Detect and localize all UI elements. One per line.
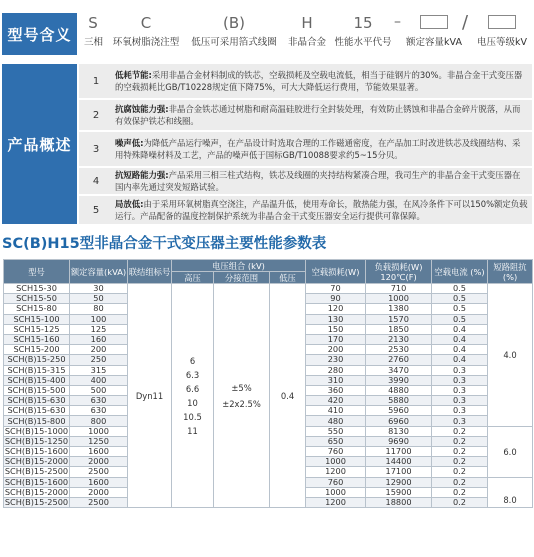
- overview-item-head: 抗短路能力强:: [115, 170, 169, 180]
- overview-item-head: 局放低:: [115, 199, 144, 209]
- cell-load-loss: 8130: [366, 426, 432, 436]
- cell-noload-loss: 1000: [306, 487, 366, 497]
- header-noload-current: 空载电流 (%): [432, 260, 488, 284]
- model-text: 电压等级kV: [476, 37, 527, 48]
- model-symbol: H: [301, 14, 313, 32]
- table-row: [4, 284, 533, 294]
- voltage-box-icon: [488, 15, 516, 29]
- cell-noload-loss: 1200: [306, 497, 366, 507]
- cell-impedance: 6.0: [488, 426, 533, 477]
- cell-capacity: 30: [70, 284, 128, 294]
- overview-item-text: 抗短路能力强:产品采用三相三柱式结构，铁芯及线圈的夹持结构紧凑合理，我司生产的非晶合金干式变压器在国内率先通过突发短路试验。: [115, 170, 521, 192]
- header-model: 型号: [4, 260, 70, 284]
- model-text: 非晶合金: [287, 37, 326, 48]
- model-text: 环氧树脂浇注型: [112, 37, 180, 48]
- overview-item-number: 2: [92, 109, 100, 121]
- cell-model: SCH15-125: [4, 324, 70, 334]
- header-voltage-group: 电压组合 (kV): [172, 260, 306, 272]
- cell-hv-values: [172, 284, 214, 508]
- cell-impedance: 8.0: [488, 477, 533, 508]
- cell-load-loss: 2530: [366, 345, 432, 355]
- model-symbol: C: [140, 14, 152, 32]
- cell-capacity: 160: [70, 334, 128, 344]
- model-col-c: [110, 10, 182, 50]
- hv-value: 10: [187, 397, 198, 408]
- model-meaning-title: 型号含义: [2, 13, 77, 55]
- cell-capacity: 80: [70, 304, 128, 314]
- cell-model: SCH15-80: [4, 304, 70, 314]
- overview-item-number: 4: [92, 175, 100, 187]
- model-col-b: [188, 10, 280, 50]
- cell-model: SCH(B)15-250: [4, 355, 70, 365]
- cell-load-loss: 1570: [366, 314, 432, 324]
- model-symbol: (B): [223, 14, 245, 32]
- cell-noload-current: 0.5: [432, 314, 488, 324]
- product-overview-section: [0, 64, 534, 224]
- cell-load-loss: 2130: [366, 334, 432, 344]
- cell-noload-current: 0.3: [432, 406, 488, 416]
- cell-noload-loss: 550: [306, 426, 366, 436]
- cell-capacity: 800: [70, 416, 128, 426]
- cell-model: SCH(B)15-315: [4, 365, 70, 375]
- cell-noload-current: 0.5: [432, 284, 488, 294]
- hv-value: 10.5: [183, 411, 202, 422]
- cell-noload-current: 0.2: [432, 487, 488, 497]
- model-text: 三相: [84, 37, 104, 48]
- model-text: 低压可采用箔式线圈: [191, 37, 277, 48]
- overview-item-number: 1: [92, 75, 100, 87]
- cell-load-loss: 1000: [366, 294, 432, 304]
- cell-capacity: 1600: [70, 447, 128, 457]
- cell-load-loss: 14400: [366, 457, 432, 467]
- cell-model: SCH(B)15-630: [4, 396, 70, 406]
- cell-load-loss: 3470: [366, 365, 432, 375]
- cell-model: SCH15-30: [4, 284, 70, 294]
- cell-capacity: 1250: [70, 436, 128, 446]
- cell-model: SCH(B)15-800: [4, 416, 70, 426]
- cell-noload-current: 0.2: [432, 457, 488, 467]
- overview-item-text: 抗腐蚀能力强:非晶合金铁芯通过树脂和耐高温硅胶进行全封装处理，有效防止锈蚀和非晶合金碎片脱落，从而有效保护铁芯和线圈。: [115, 104, 521, 126]
- cell-model: SCH15-160: [4, 334, 70, 344]
- cell-capacity: 125: [70, 324, 128, 334]
- cell-model: SCH(B)15-400: [4, 375, 70, 385]
- model-col-h: [284, 10, 330, 50]
- cell-noload-loss: 230: [306, 355, 366, 365]
- cell-model: SCH(B)15-1600: [4, 446, 69, 457]
- overview-item: [79, 100, 532, 130]
- cell-model: SCH(B)15-1600: [4, 477, 69, 487]
- cell-noload-current: 0.2: [432, 497, 488, 507]
- model-text: 额定容量kVA: [406, 37, 462, 48]
- model-symbol: 15: [353, 14, 373, 32]
- overview-item-text: 局放低:由于采用环氧树脂真空浇注，产品温升低，使用寿命长，散热能力强，在风冷条件下可以150%额定负载运行。产品配备的温度控制保护系统为非晶合金干式变压器安全运行提供可靠保障。: [115, 199, 528, 221]
- header-lv: 低压: [270, 272, 306, 284]
- overview-item-head: 噪声低:: [115, 138, 144, 148]
- cell-capacity: 630: [70, 406, 128, 416]
- cell-vector-group: Dyn11: [128, 284, 172, 508]
- cell-noload-current: 0.2: [432, 467, 488, 477]
- cell-model: SCH15-200: [4, 345, 70, 355]
- cell-model: SCH(B)15-2000: [4, 456, 69, 467]
- cell-lv: 0.4: [270, 284, 306, 508]
- cell-noload-current: 0.3: [432, 396, 488, 406]
- capacity-box-icon: [420, 15, 448, 29]
- model-col-s: [84, 10, 102, 50]
- header-vector-group: 联结组标号: [128, 260, 172, 284]
- cell-noload-current: 0.4: [432, 334, 488, 344]
- cell-capacity: 200: [70, 345, 128, 355]
- overview-item: [79, 132, 532, 166]
- cell-noload-current: 0.3: [432, 375, 488, 385]
- cell-noload-loss: 360: [306, 385, 366, 395]
- header-load-loss: 负载损耗(W) 120℃(F): [366, 260, 432, 284]
- overview-item-text: 噪声低:为降低产品运行噪声，在产品设计时选取合理的工作磁通密度，在产品加工时改进铁芯及线圈结构、采用特殊降噪材料及工艺，产品的噪声低于国标GB/T10088要求约5~15分贝。: [115, 138, 521, 160]
- cell-capacity: 2500: [70, 467, 128, 477]
- cell-noload-current: 0.4: [432, 324, 488, 334]
- cell-load-loss: 9690: [366, 436, 432, 446]
- cell-capacity: 2000: [70, 487, 128, 497]
- cell-capacity: 500: [70, 385, 128, 395]
- cell-model: SCH15-50: [4, 294, 70, 304]
- cell-noload-loss: 1200: [306, 467, 366, 477]
- model-dash: –: [394, 14, 401, 30]
- cell-load-loss: 2760: [366, 355, 432, 365]
- overview-item: [79, 196, 532, 224]
- model-slash: /: [462, 12, 469, 33]
- cell-noload-loss: 70: [306, 284, 366, 294]
- cell-impedance: 4.0: [488, 284, 533, 427]
- cell-noload-current: 0.2: [432, 477, 488, 487]
- overview-title: 产品概述: [2, 64, 77, 224]
- model-col-voltage: [472, 10, 532, 50]
- cell-noload-loss: 90: [306, 294, 366, 304]
- cell-capacity: 630: [70, 396, 128, 406]
- cell-capacity: 315: [70, 365, 128, 375]
- cell-model: SCH(B)15-1000: [4, 426, 69, 436]
- tap-value: ±5%: [231, 382, 252, 393]
- cell-noload-loss: 480: [306, 416, 366, 426]
- cell-noload-current: 0.5: [432, 294, 488, 304]
- cell-noload-current: 0.2: [432, 447, 488, 457]
- cell-noload-current: 0.4: [432, 355, 488, 365]
- cell-noload-loss: 410: [306, 406, 366, 416]
- cell-capacity: 2500: [70, 497, 128, 507]
- model-meaning-section: [0, 10, 534, 58]
- cell-load-loss: 15900: [366, 487, 432, 497]
- cell-load-loss: 1850: [366, 324, 432, 334]
- hv-value: 6.3: [185, 369, 200, 380]
- cell-noload-current: 0.3: [432, 416, 488, 426]
- cell-noload-loss: 130: [306, 314, 366, 324]
- hv-value: 6: [189, 355, 196, 366]
- cell-capacity: 50: [70, 294, 128, 304]
- cell-load-loss: 710: [366, 284, 432, 294]
- header-hv: 高压: [172, 272, 214, 284]
- cell-load-loss: 18800: [366, 497, 432, 507]
- cell-noload-loss: 120: [306, 304, 366, 314]
- header-impedance: 短路阻抗 (%): [488, 260, 533, 284]
- cell-noload-current: 0.3: [432, 365, 488, 375]
- cell-noload-loss: 310: [306, 375, 366, 385]
- cell-load-loss: 1380: [366, 304, 432, 314]
- cell-noload-loss: 280: [306, 365, 366, 375]
- cell-load-loss: 12900: [366, 477, 432, 487]
- cell-noload-loss: 170: [306, 334, 366, 344]
- cell-model: SCH(B)15-1250: [4, 436, 69, 446]
- cell-model: SCH(B)15-630: [4, 406, 70, 416]
- cell-noload-current: 0.2: [432, 426, 488, 436]
- cell-capacity: 1000: [70, 426, 128, 436]
- cell-model: SCH(B)15-2500: [4, 497, 69, 508]
- cell-noload-loss: 760: [306, 477, 366, 487]
- cell-noload-loss: 420: [306, 396, 366, 406]
- cell-model: SCH(B)15-2500: [4, 466, 69, 477]
- cell-noload-loss: 760: [306, 447, 366, 457]
- tap-value: ±2x2.5%: [222, 398, 261, 409]
- cell-noload-loss: 200: [306, 345, 366, 355]
- model-symbol: S: [88, 14, 98, 32]
- overview-item-number: 3: [92, 143, 100, 155]
- cell-load-loss: 5960: [366, 406, 432, 416]
- cell-capacity: 1600: [70, 477, 128, 487]
- cell-load-loss: 17100: [366, 467, 432, 477]
- cell-load-loss: 4880: [366, 385, 432, 395]
- model-text: 性能水平代号: [334, 37, 392, 48]
- hv-value: 11: [187, 425, 198, 436]
- overview-item-text: 低耗节能:采用非晶合金材料制成的铁芯，空载损耗及空载电流低，相当于硅钢片的30%。非晶合金干式变压器的空载损耗比GB/T10228规定值下降75%，可大大降低运行费用，节能效果显著。: [115, 70, 523, 92]
- cell-model: SCH(B)15-2000: [4, 487, 69, 497]
- cell-tap-values: [214, 284, 270, 508]
- overview-item-head: 抗腐蚀能力强:: [115, 104, 169, 114]
- cell-capacity: 250: [70, 355, 128, 365]
- cell-load-loss: 5880: [366, 396, 432, 406]
- parameter-table-body: [4, 284, 533, 508]
- hv-value: 6.6: [185, 383, 200, 394]
- cell-model: SCH15-100: [4, 314, 70, 324]
- overview-item-head: 低耗节能:: [115, 70, 152, 80]
- table-title: SC(B)H15型非晶合金干式变压器主要性能参数表: [2, 236, 327, 252]
- cell-load-loss: 3990: [366, 375, 432, 385]
- cell-model: SCH(B)15-500: [4, 385, 70, 395]
- parameter-table: [3, 259, 533, 508]
- cell-capacity: 100: [70, 314, 128, 324]
- cell-noload-current: 0.4: [432, 345, 488, 355]
- cell-noload-current: 0.2: [432, 436, 488, 446]
- header-capacity: 额定容量(kVA): [70, 260, 128, 284]
- cell-load-loss: 6960: [366, 416, 432, 426]
- header-tap-range: 分接范围: [214, 272, 270, 284]
- cell-noload-loss: 1000: [306, 457, 366, 467]
- cell-noload-loss: 150: [306, 324, 366, 334]
- cell-load-loss: 11700: [366, 447, 432, 457]
- model-col-15: [334, 10, 392, 50]
- header-noload-loss: 空载损耗(W): [306, 260, 366, 284]
- overview-item: [79, 64, 532, 98]
- cell-noload-current: 0.3: [432, 385, 488, 395]
- cell-capacity: 400: [70, 375, 128, 385]
- cell-capacity: 2000: [70, 457, 128, 467]
- model-col-capacity: [404, 10, 464, 50]
- cell-noload-current: 0.5: [432, 304, 488, 314]
- cell-noload-loss: 650: [306, 436, 366, 446]
- overview-item-number: 5: [92, 204, 100, 216]
- overview-item: [79, 168, 532, 194]
